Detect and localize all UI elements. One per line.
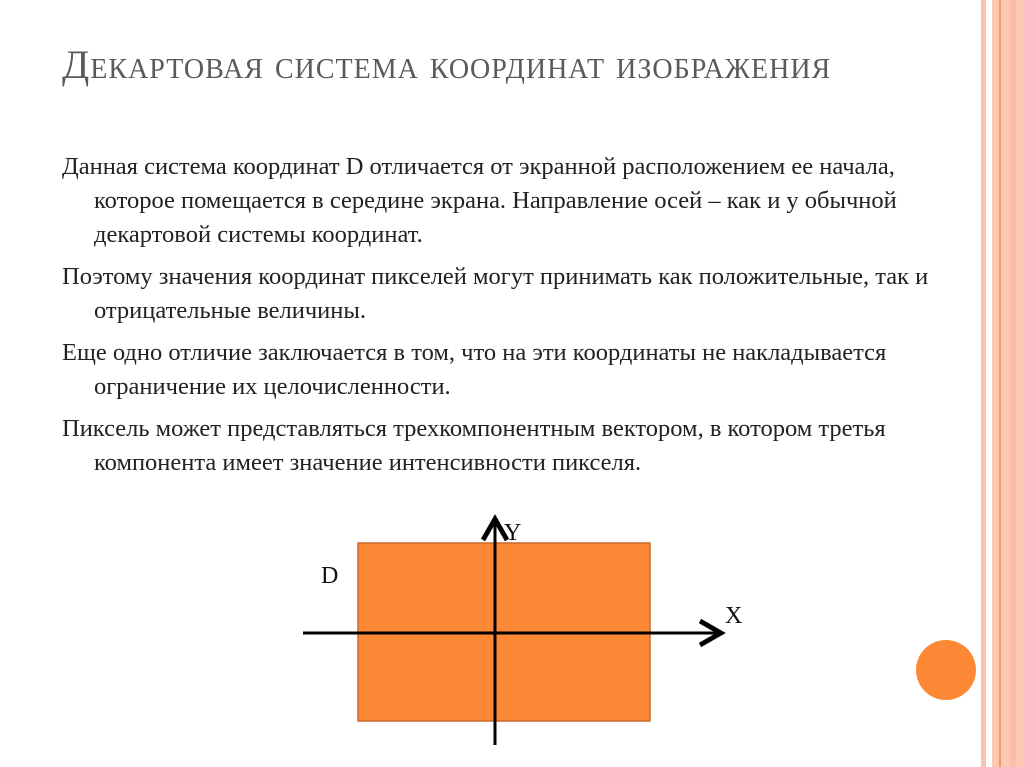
paragraph: Поэтому значения координат пикселей могут принимать как положительные, так и отрицательные величины. [62, 263, 929, 324]
decorative-circle [916, 640, 976, 700]
label-d: D [321, 563, 339, 589]
paragraph: Данная система координат D отличается от экранной расположением ее начала, которое помещается в середине экрана. Направление осей – как и у обычной декартовой системы координат. [62, 153, 897, 248]
paragraph: Пиксель может представляться трехкомпонентным вектором, в котором третья компонента имеет значение интенсивности пикселя. [62, 415, 886, 476]
label-x: X [725, 603, 743, 629]
slide-title: Декартовая система координат изображения [62, 42, 832, 87]
paragraph: Еще одно отличие заключается в том, что на эти координаты не накладывается ограничение их целочисленности. [62, 339, 887, 400]
label-y: Y [504, 520, 522, 546]
